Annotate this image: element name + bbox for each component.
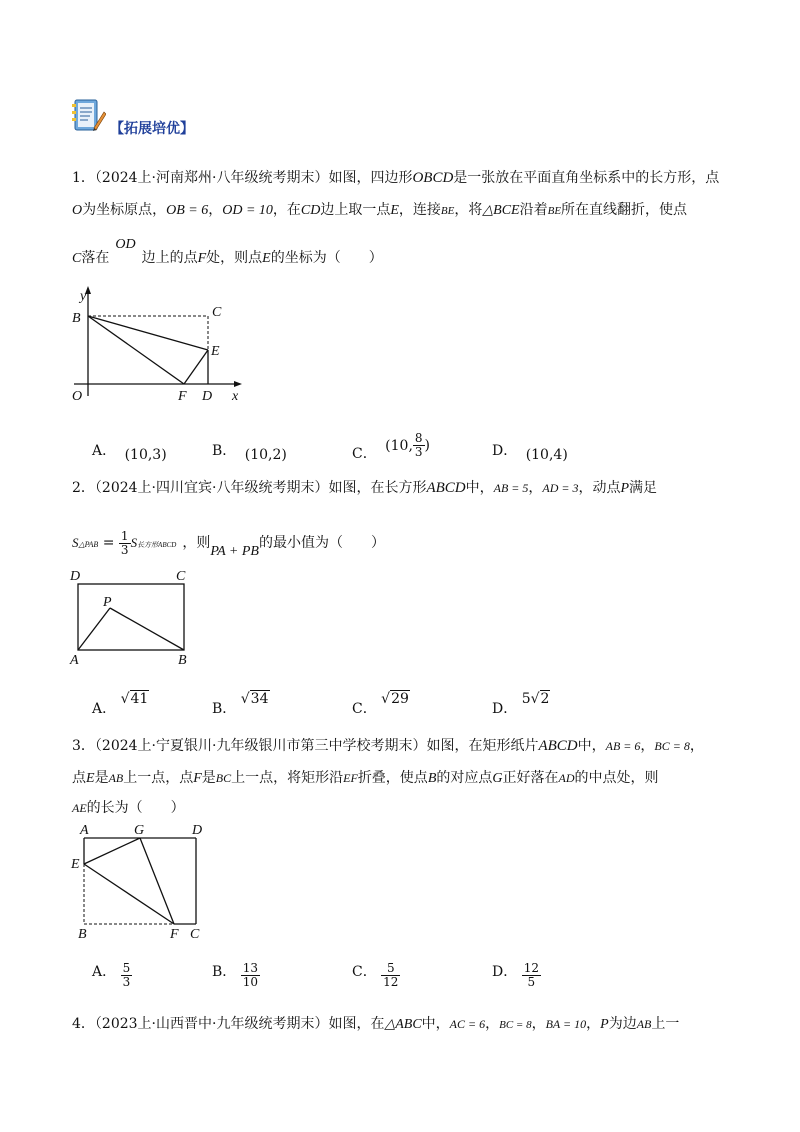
q1-line-3: C落在OD边上的点F处，则点E的坐标为（ ） [72, 237, 383, 266]
q2-line-2: S△PAB = $\frac{1}{3}$ S长方形ABCD ，则PA + PB的最小值为（ ） [72, 528, 385, 559]
q2-label-d: D [70, 569, 81, 584]
q1-option-c-fraction: $\frac{8}{3}$ [414, 431, 423, 459]
q2-rectangle [78, 584, 184, 650]
q1-label-y: y [80, 289, 87, 304]
q2-option-c-sqrt: √29 [381, 691, 409, 707]
q3-option-d-fraction: $\frac{12}{5}$ [523, 961, 539, 989]
header-icon [72, 98, 106, 134]
q3-option-a[interactable]: A． $\frac{5}{3}$ [92, 961, 131, 989]
q1-label-o: O [72, 389, 83, 404]
q1-segment-be [88, 316, 208, 350]
q2-option-a[interactable]: A． √41 [92, 691, 149, 717]
q3-option-d[interactable]: D． $\frac{12}{5}$ [492, 961, 539, 989]
q2-option-d-sqrt: √2 [530, 691, 550, 707]
q3-option-a-fraction: $\frac{5}{3}$ [122, 961, 131, 989]
q1-x-arrow [234, 381, 242, 387]
q3-label-d: D [192, 823, 203, 838]
q2-option-c[interactable]: C． √29 [352, 691, 409, 717]
q2-option-a-sqrt: √41 [120, 691, 149, 707]
q3-label-a: A [80, 823, 89, 838]
q2-figure [66, 566, 196, 666]
q1-label-b: B [72, 311, 81, 326]
q1-option-a[interactable]: A． (10,3) [92, 443, 167, 463]
q3-label-b: B [78, 927, 87, 942]
q1-label-x: x [232, 389, 239, 404]
q2-label-a: A [70, 653, 79, 666]
section-title: 【拓展培优】 [110, 121, 194, 137]
q1-figure [68, 282, 258, 406]
q4-line-1: 4．（2023上·山西晋中·九年级统考期末）如图，在△ABC中，AC = 6，BC = 8，BA = 10，P为边AB上一 [72, 1016, 680, 1032]
q2-label-p: P [103, 595, 112, 610]
q1-label-d: D [202, 389, 213, 404]
q3-option-c-fraction: $\frac{5}{12}$ [383, 961, 399, 989]
q1-segment-bf [88, 316, 184, 384]
q3-line-1: 3．（2024上·宁夏银川·九年级银川市第三中学校考期末）如图，在矩形纸片ABCD中，AB = 6，BC = 8， [72, 738, 704, 754]
q1-number: 1． [72, 170, 95, 186]
q1-line-1: 1．（2024上·河南郑州·八年级统考期末）如图，四边形OBCD是一张放在平面直角坐标系中的长方形，点 [72, 170, 720, 186]
q3-segment-eg [84, 838, 140, 864]
q3-line-2: 点E是AB上一点，点F是BC上一点，将矩形沿EF折叠，使点B的对应点G正好落在AD的中点处，则 [72, 770, 659, 786]
q1-line-2: O为坐标原点，OB = 6，OD = 10，在CD边上取一点E，连接BE，将△BCE沿着BE所在直线翻折，使点 [72, 202, 688, 218]
q3-label-g: G [134, 823, 145, 838]
q2-option-b-sqrt: √34 [240, 691, 269, 707]
q3-figure [66, 822, 216, 942]
q2-line-1: 2．（2024上·四川宜宾·八年级统考期末）如图，在长方形ABCD中，AB = 5，AD = 3，动点P满足 [72, 480, 658, 496]
q3-label-c: C [190, 927, 200, 942]
q3-number: 3． [72, 738, 95, 754]
q3-option-b[interactable]: B． $\frac{13}{10}$ [212, 961, 259, 989]
q2-option-d[interactable]: D． 5√2 [492, 691, 550, 717]
q2-number: 2． [72, 480, 95, 496]
q2-segment-pb [110, 608, 184, 650]
q2-label-c: C [176, 569, 186, 584]
q2-segment-pa [78, 608, 110, 650]
q1-option-b[interactable]: B． (10,2) [212, 443, 287, 463]
q1-option-c[interactable]: C． (10, $\frac{8}{3}$ ) [352, 431, 431, 462]
q1-option-d[interactable]: D． (10,4) [492, 443, 568, 463]
q1-segment-ef [184, 350, 208, 384]
q1-label-c: C [212, 305, 222, 320]
q3-label-e: E [71, 857, 80, 872]
q2-option-b[interactable]: B． √34 [212, 691, 269, 717]
q2-fraction: $\frac{1}{3}$ [120, 528, 129, 557]
notebook-pencil-icon [72, 98, 106, 134]
q3-label-f: F [170, 927, 179, 942]
q2-label-b: B [178, 653, 187, 666]
q4-number: 4． [72, 1016, 95, 1032]
q3-segment-gf [140, 838, 174, 924]
q1-label-f: F [178, 389, 187, 404]
q3-option-c[interactable]: C． $\frac{5}{12}$ [352, 961, 399, 989]
q3-line-3: AE的长为（ ） [72, 800, 185, 816]
q1-label-e: E [211, 344, 220, 359]
q3-option-b-fraction: $\frac{13}{10}$ [242, 961, 259, 989]
